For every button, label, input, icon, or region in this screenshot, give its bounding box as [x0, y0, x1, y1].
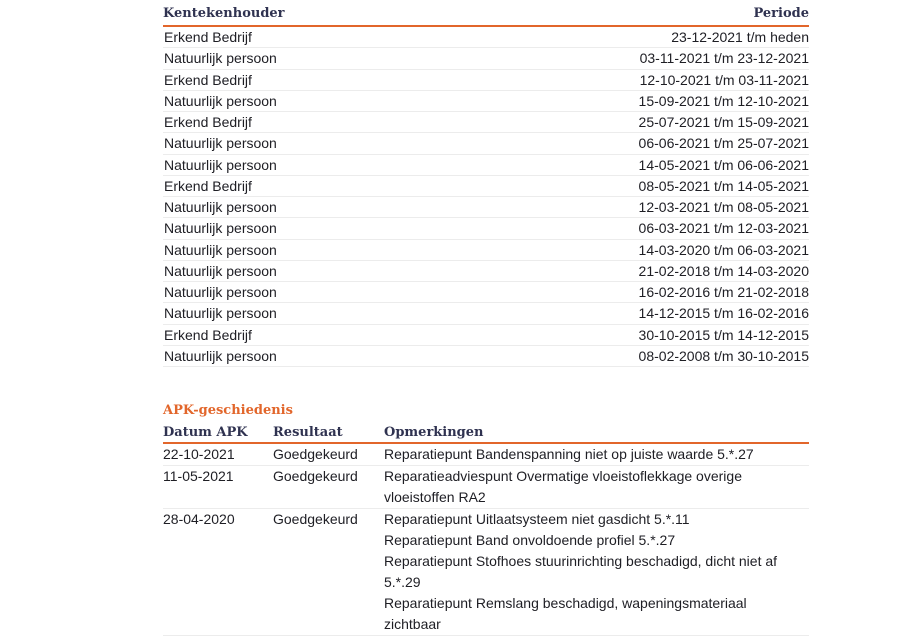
apk-title: APK-geschiedenis: [163, 403, 293, 418]
apk-remark: Reparatieadviespunt Overmatige vloeistoflekkage overige vloeistoffen RA2: [384, 468, 742, 505]
holder-cell: Erkend Bedrijf: [164, 29, 252, 46]
apk-remark: Reparatiepunt Band onvoldoende profiel 5.*.27: [384, 532, 676, 548]
apk-remark: Reparatiepunt Bandenspanning niet op juiste waarde 5.*.27: [384, 446, 754, 462]
period-cell: 15-09-2021 t/m 12-10-2021: [638, 92, 809, 109]
apk-date-header: Datum APK: [163, 425, 248, 440]
holder-cell: Erkend Bedrijf: [164, 326, 252, 343]
holder-column-header: Kentekenhouder: [163, 6, 285, 21]
period-cell: 14-05-2021 t/m 06-06-2021: [638, 156, 809, 173]
period-cell: 16-02-2016 t/m 21-02-2018: [638, 284, 809, 301]
apk-remark: Reparatiepunt Remslang beschadigd, wapeningsmateriaal zichtbaar: [384, 595, 747, 632]
period-cell: 06-03-2021 t/m 12-03-2021: [638, 220, 809, 237]
holder-cell: Natuurlijk persoon: [164, 50, 277, 67]
table-row: [163, 444, 809, 466]
holder-cell: Natuurlijk persoon: [164, 241, 277, 258]
holder-cell: Erkend Bedrijf: [164, 177, 252, 194]
holder-cell: Natuurlijk persoon: [164, 92, 277, 109]
holder-cell: Erkend Bedrijf: [164, 114, 252, 131]
holder-cell: Erkend Bedrijf: [164, 71, 252, 88]
period-cell: 08-05-2021 t/m 14-05-2021: [638, 177, 809, 194]
period-cell: 08-02-2008 t/m 30-10-2015: [638, 347, 809, 364]
holder-cell: Natuurlijk persoon: [164, 135, 277, 152]
period-cell: 14-12-2015 t/m 16-02-2016: [638, 305, 809, 322]
holder-cell: Natuurlijk persoon: [164, 199, 277, 216]
holder-cell: Natuurlijk persoon: [164, 156, 277, 173]
apk-remark: Reparatiepunt Uitlaatsysteem niet gasdicht 5.*.11: [384, 511, 690, 527]
period-cell: 06-06-2021 t/m 25-07-2021: [638, 135, 809, 152]
holder-cell: Natuurlijk persoon: [164, 220, 277, 237]
apk-date-cell: 11-05-2021: [163, 468, 234, 484]
apk-date-cell: 22-10-2021: [163, 446, 235, 462]
period-cell: 03-11-2021 t/m 23-12-2021: [639, 50, 809, 67]
table-row: [163, 509, 809, 636]
apk-result-header: Resultaat: [273, 425, 343, 440]
period-cell: 23-12-2021 t/m heden: [671, 29, 809, 46]
holder-cell: Natuurlijk persoon: [164, 347, 277, 364]
apk-result-cell: Goedgekeurd: [273, 468, 358, 484]
holder-cell: Natuurlijk persoon: [164, 305, 277, 322]
period-cell: 30-10-2015 t/m 14-12-2015: [638, 326, 809, 343]
apk-remark: Reparatiepunt Stofhoes stuurinrichting beschadigd, dicht niet af 5.*.29: [384, 553, 778, 590]
holder-cell: Natuurlijk persoon: [164, 284, 277, 301]
period-cell: 14-03-2020 t/m 06-03-2021: [638, 241, 809, 258]
period-column-header: Periode: [753, 6, 809, 21]
apk-result-cell: Goedgekeurd: [273, 511, 358, 527]
apk-table-header: [163, 423, 809, 444]
apk-remarks-header: Opmerkingen: [384, 425, 484, 440]
table-row: [163, 466, 809, 509]
period-cell: 12-03-2021 t/m 08-05-2021: [638, 199, 809, 216]
period-cell: 25-07-2021 t/m 15-09-2021: [638, 114, 809, 131]
apk-table-body: [163, 444, 809, 636]
apk-section: [163, 0, 809, 632]
period-cell: 21-02-2018 t/m 14-03-2020: [638, 262, 809, 279]
apk-result-cell: Goedgekeurd: [273, 446, 358, 462]
apk-remarks-cell: [384, 466, 804, 508]
apk-table: [163, 423, 809, 636]
period-cell: 12-10-2021 t/m 03-11-2021: [639, 71, 809, 88]
apk-date-cell: 28-04-2020: [163, 511, 235, 527]
apk-remarks-cell: [384, 509, 804, 635]
apk-remarks-cell: [384, 444, 804, 465]
holder-cell: Natuurlijk persoon: [164, 262, 277, 279]
